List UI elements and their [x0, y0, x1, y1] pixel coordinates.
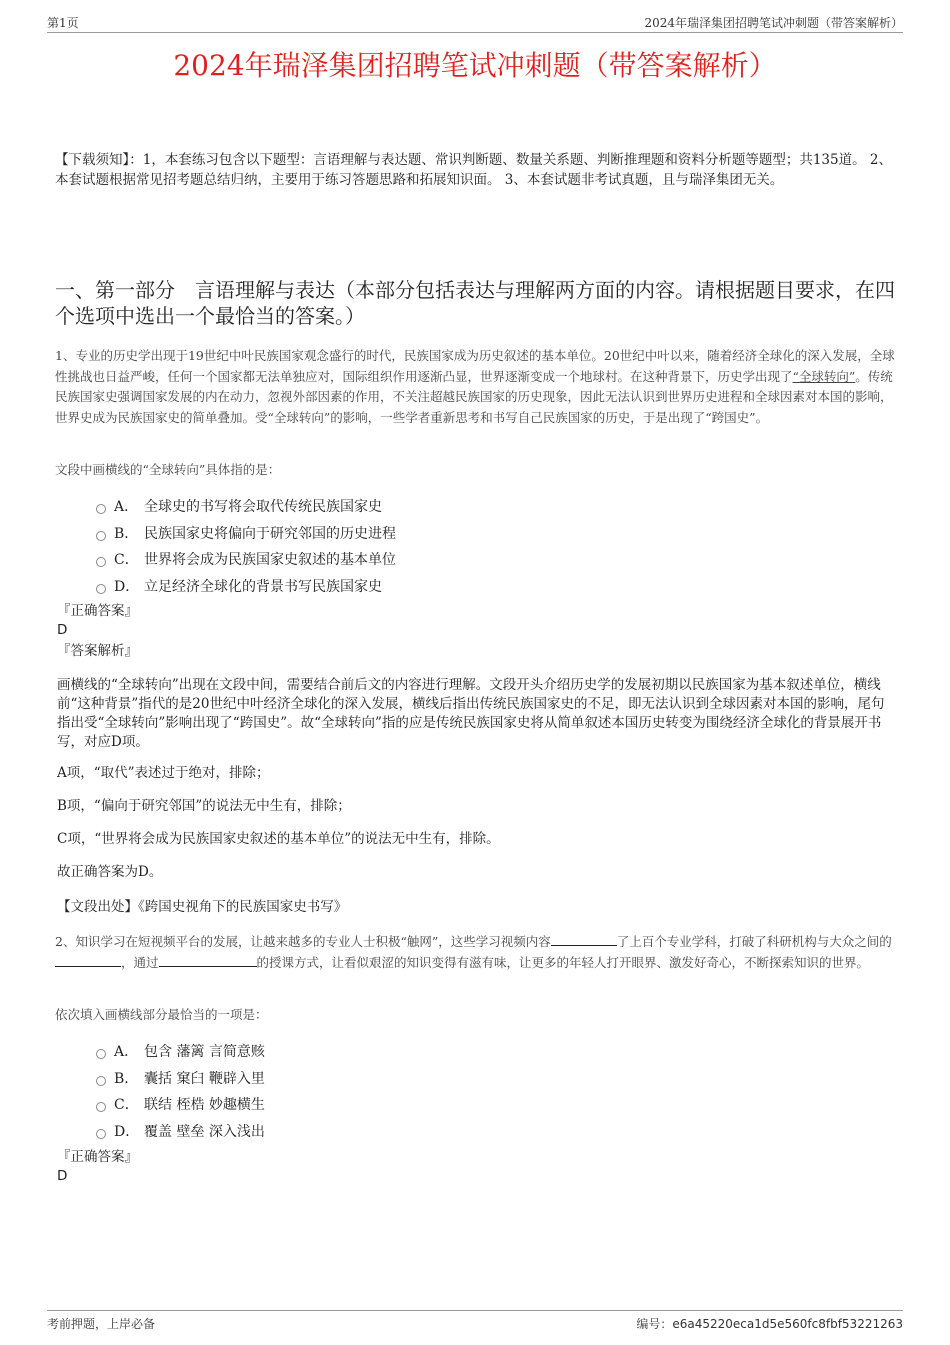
analysis-text: 画横线的“全球转向”出现在文段中间，需要结合前后文的内容进行理解。文段开头介绍历史学的发展初期以民族国家为基本叙述单位，横线前“这种背景”指代的是20世纪中叶经济全球化的深入发展，横线后指出传统民族国家史的不足，即无法认识到全球因素对本国的影响，尾句指出受“全球转向”影响出现了“跨国史”。故“全球转向”指的应是传统民族国家史将从简单叙述本国历史转变为围绕经济全球化的背景展开书写，对应D项。 — [57, 677, 885, 750]
question-2-text: 2、知识学习在短视频平台的发展，让越来越多的专业人士积极“触网”，这些学习视频内容 了上百个专业学科，打破了科研机构与大众之间的，通过 的授课方式，让看似艰涩的知识变得有滋有味，让更多的年轻人打开眼界、激发好奇心，不断探索知识的世界。 — [55, 934, 892, 970]
option-c[interactable]: C． 联结 桎梏 妙趣横生 — [96, 1092, 896, 1119]
radio-icon[interactable] — [96, 1129, 106, 1139]
option-a[interactable]: A． 全球史的书写将会取代传统民族国家史 — [96, 494, 896, 521]
analysis-label: 『答案解析』 — [57, 643, 138, 659]
header-doc-title: 2024年瑞泽集团招聘笔试冲刺题（带答案解析） — [644, 16, 903, 30]
radio-icon[interactable] — [96, 1049, 106, 1059]
analysis-c: C项，“世界将会成为民族国家史叙述的基本单位”的说法无中生有，排除。 — [57, 831, 500, 847]
analysis-conclusion: 故正确答案为D。 — [57, 864, 163, 880]
analysis-b: B项，“偏向于研究邻国”的说法无中生有，排除； — [57, 798, 351, 814]
option-d[interactable]: D． 覆盖 壁垒 深入浅出 — [96, 1119, 896, 1146]
answer-label: 『正确答案』 — [57, 603, 138, 619]
question-2-prompt: 依次填入画横线部分最恰当的一项是： — [55, 1007, 268, 1022]
radio-icon[interactable] — [96, 557, 106, 567]
fill-blank-1 — [551, 933, 617, 946]
analysis-a: A项，“取代”表述过于绝对，排除； — [57, 765, 270, 781]
radio-icon[interactable] — [96, 584, 106, 594]
radio-icon[interactable] — [96, 531, 106, 541]
question-1-text: 1、专业的历史学出现于19世纪中叶民族国家观念盛行的时代，民族国家成为历史叙述的基本单位。20世纪中叶以来，随着经济全球化的深入发展，全球性挑战也日益严峻，任何一个国家都无法单独应对，国际组织作用逐渐凸显，世界逐渐变成一个地球村。在这种背景下，历史学出现了“全球转向”。传统民族国家史强调国家发展的内在动力，忽视外部因素的作用，不关注超越民族国家的历史现象，因此无法认识到世界历史进程和全球因素对本国的影响，世界史成为民族国家史的简单叠加。受“全球转向”的影响，一些学者重新思考和书写自己民族国家的历史，于是出现了“跨国史”。 — [55, 348, 895, 425]
answer-label: 『正确答案』 — [57, 1149, 138, 1165]
question-2-options — [96, 1039, 896, 1145]
answer-value: D — [57, 622, 68, 638]
document-code: 编号：e6a45220eca1d5e560fc8fbf53221263 — [636, 1317, 903, 1331]
option-a[interactable]: A． 包含 藩篱 言简意赅 — [96, 1039, 896, 1066]
passage-source: 【文段出处】《跨国史视角下的民族国家史书写》 — [57, 899, 348, 915]
answer-value: D — [57, 1168, 68, 1184]
section-heading: 一、第一部分 言语理解与表达（本部分包括表达与理解两方面的内容。请根据题目要求，在四个选项中选出一个最恰当的答案。） — [55, 278, 895, 328]
underlined-phrase: “全球转向” — [792, 368, 856, 384]
download-notice: 【下载须知】：1，本套练习包含以下题型：言语理解与表达题、常识判断题、数量关系题、判断推理题和资料分析题等题型；共135道。 2、本套试题根据常见招考题总结归纳，主要用于练习答题思路和拓展知识面。 3、本套试题非考试真题，且与瑞泽集团无关。 — [55, 152, 892, 188]
question-1-options — [96, 494, 896, 600]
radio-icon[interactable] — [96, 1102, 106, 1112]
page-footer — [47, 1310, 903, 1331]
option-d[interactable]: D． 立足经济全球化的背景书写民族国家史 — [96, 574, 896, 601]
page-header — [47, 14, 903, 33]
radio-icon[interactable] — [96, 1076, 106, 1086]
fill-blank-3 — [159, 954, 257, 967]
fill-blank-2 — [55, 954, 121, 967]
option-b[interactable]: B． 民族国家史将偏向于研究邻国的历史进程 — [96, 521, 896, 548]
footer-slogan: 考前押题，上岸必备 — [47, 1317, 156, 1331]
page-number: 第1页 — [47, 16, 79, 30]
page-title: 2024年瑞泽集团招聘笔试冲刺题（带答案解析） — [173, 49, 777, 82]
option-b[interactable]: B． 囊括 窠臼 鞭辟入里 — [96, 1066, 896, 1093]
question-1-prompt: 文段中画横线的“全球转向”具体指的是： — [55, 462, 281, 477]
radio-icon[interactable] — [96, 504, 106, 514]
option-c[interactable]: C． 世界将会成为民族国家史叙述的基本单位 — [96, 547, 896, 574]
